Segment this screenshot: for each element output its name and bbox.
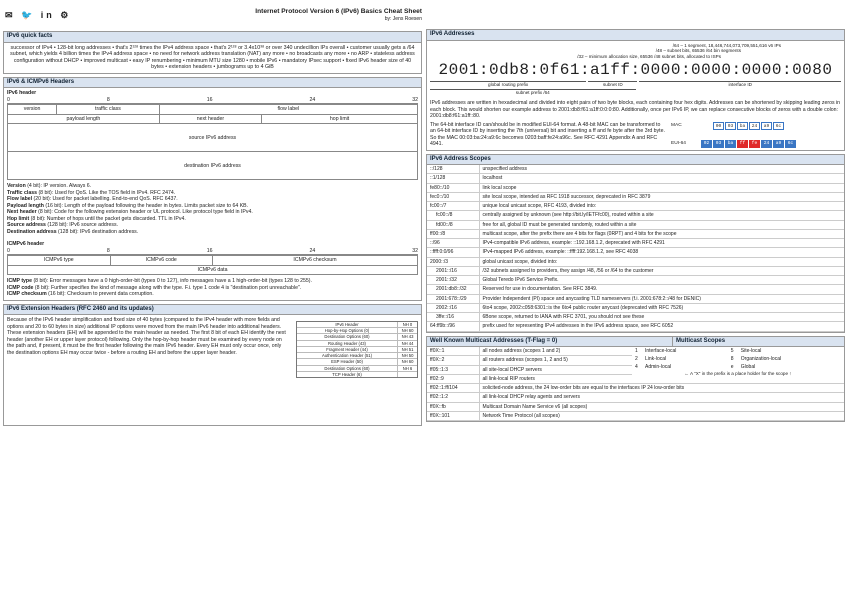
multicast-scopes (632, 347, 844, 377)
quick-facts-text: successor of IPv4 • 128-bit long addresses • that's 2¹²⁸ times the IPv4 address space • that's 2¹²⁸ or 3.4x10³⁸ or over 340 undecillion IPs overall • customer usually gets a /64 subnet, which yields 4 billion times the IPv4 address space • no need for network address translation (NAT) any more • no broadcasts any more • no ARP • stateless address configuration without DHCP • improved multicast • easy IP renumbering • minimum MTU size 1280 • mobile IPv6 • mandatory IPsec support • fixed IPv6 header size of 40 bytes • extension headers • jumbograms up to 4 GiB (10, 44, 415, 71)
field-traffic-class: traffic class (57, 105, 160, 115)
multicast-address: ff05::1:3 (427, 365, 479, 374)
scope-row (427, 294, 844, 303)
multicast-scopes-table (632, 347, 844, 372)
multicast-description: all link-local RIP routers (479, 374, 844, 383)
scope-prefix: fc00::/8 (427, 211, 479, 220)
scope-description: unique local unicast scope, RFC 4193, divided into: (479, 202, 844, 211)
stack-row: Hop-by-Hop Options (0) NH 60 (297, 328, 417, 334)
eui-byte: 03 (713, 140, 724, 148)
multicast-row (427, 411, 844, 420)
stack-row: Destination Options (60) NH 43 (297, 334, 417, 340)
scope-row (427, 313, 844, 322)
section-heading: IPv6 & ICMPv6 Headers (4, 78, 421, 89)
scope-description: Reserved for use in documentation. See RFC 3849. (479, 285, 844, 294)
def-line: Payload length (16 bit): Length of the payload following the header in bytes. Limits packet size to 64 KB. (7, 202, 249, 209)
mac-byte: 24 (749, 122, 760, 130)
scope-cell: 4 (635, 364, 638, 371)
stack-row: Fragment Header (44) NH 51 (297, 347, 417, 353)
bit-label: 24 (309, 247, 316, 254)
scope-cell: Interface-local (645, 347, 677, 354)
scope-row (427, 322, 844, 331)
scope-row (427, 220, 844, 229)
scope-cell: Site-local (740, 347, 762, 354)
scope-description: multicast scope, after the prefix there are 4 bits for flags (0RPT) and 4 bits for the scope (479, 229, 844, 238)
extension-header-stack (296, 321, 418, 378)
scopes-section (426, 154, 845, 333)
field-flow-label: flow label (159, 105, 417, 115)
scope-row (427, 174, 844, 183)
eui-byte: ba (725, 140, 736, 148)
mac-byte: ba (737, 122, 748, 130)
scope-cell: e (730, 364, 734, 371)
def-line: ICMP code (8 bit): Further specifies the kind of message along with the type. F.i. type 1 code 4 is "destination port unreachable". (7, 284, 302, 291)
scope-cell: 8 (730, 355, 734, 362)
field-icmp-checksum: ICMPv6 checksum (213, 256, 418, 266)
label-subnet-prefix: subnet prefix /64 (430, 89, 636, 96)
scope-row (632, 355, 844, 363)
scope-prefix: ::/96 (427, 239, 479, 248)
scopes-table (427, 165, 844, 332)
example-address: 2001:0db8:0f61:a1ff:0000:0000:0000:0080 (438, 60, 833, 79)
def-line: Destination address (128 bit): IPv6 destination address. (7, 228, 139, 235)
eui-byte: fe (749, 140, 760, 148)
scope-description: Provider Independent (PI) space and anycasting TLD nameservers (f.i. 2001:678:2::/48 for DENIC) (479, 294, 844, 303)
right-column (426, 0, 845, 425)
header-definitions (7, 183, 418, 235)
scope-row (427, 165, 844, 174)
multicast-description: all routers address (scopes 1, 2 and 5) (479, 356, 844, 365)
def-line: Flow label (20 bit): Used for packet labelling. End-to-end QoS. RFC 6437. (7, 196, 178, 203)
scope-row (632, 347, 844, 355)
mac-byte: 00 (713, 122, 724, 130)
scope-prefix: fd00::/8 (427, 220, 479, 229)
section-heading: IPv6 Address Scopes (427, 155, 844, 166)
eui-byte: a9 (773, 140, 784, 148)
mac-label: MAC (671, 122, 682, 128)
scope-cell: Global (740, 364, 756, 371)
multicast-address: ff0X::101 (427, 411, 479, 420)
eui64-diagram (671, 122, 796, 148)
scope-prefix: fe80::/10 (427, 183, 479, 192)
scope-note: ← A "X" in the prefix is a place holder for the scope ↑ (684, 371, 792, 377)
left-column (3, 0, 422, 429)
multicast-description: solicited-node address, the 24 low-order bits are equal to the interfaces IP 24 low-order bits (479, 384, 844, 393)
scope-description: prefix used for representing IPv4 addresses in the IPv6 address space, see RFC 6052 (479, 322, 844, 331)
scope-description: 6to4 scope, 2002:c058:6301::is the 6to4 public router anycast (deprecated with RFC 7526) (479, 303, 844, 312)
def-line: Source address (128 bit): IPv6 source address. (7, 222, 119, 229)
scope-row (427, 276, 844, 285)
label-subnet-id: subnet ID (588, 81, 637, 88)
bit-ruler (7, 248, 418, 256)
eui-text: The 64-bit interface ID can/should be in modified EUI-64 format. A 48-bit MAC can be transformed to an 64-bit interface ID by inserting the 7th (universal) bit and inserting a ff and fe byte after the 3rd byte. So the MAC 00:03:ba:24:a9:6c becomes 0203:baff:fe24:a96c. See RFC 4291 Appendix A and RFC 4941. (430, 121, 665, 148)
scope-prefix: 64:ff9b::/96 (427, 322, 479, 331)
scope-prefix: 2001:678::/29 (427, 294, 479, 303)
stack-row: ESP Header (50) NH 60 (297, 359, 417, 365)
scope-cell: Organization-local (740, 355, 782, 362)
multicast-address: ff02::1:ff/104 (427, 384, 479, 393)
multicast-address: ff0X::fb (427, 402, 479, 411)
scope-description: centrally assigned by unknown (see http://bit.ly/IETFfc00), routed within a site (479, 211, 844, 220)
field-icmp-data: ICMPv6 data (8, 265, 418, 275)
eui-byte: 6c (785, 140, 796, 148)
bit-label: 16 (206, 96, 213, 103)
scope-row (427, 285, 844, 294)
scope-row (427, 192, 844, 201)
def-line: ICMP type (8 bit): Error messages have a 0 high-order-bit (types 0 to 127), info messages have a 1 high-order-bit (types 128 to 255). (7, 278, 312, 285)
multicast-address: ff0X::1 (427, 347, 479, 356)
scope-description: localhost (479, 174, 844, 183)
bit-label: 32 (412, 247, 418, 254)
stack-row: TCP Header (6) (297, 372, 417, 377)
scope-prefix: fc00::/7 (427, 202, 479, 211)
scope-row (427, 257, 844, 266)
icmp-header-table (7, 255, 418, 275)
section-heading: Well Known Multicast Addresses (T-Flag = 0) (427, 337, 673, 348)
scope-row (632, 363, 844, 371)
scope-cell: 5 (730, 347, 734, 354)
scope-cell: Link-local (645, 355, 667, 362)
field-source: source IPv6 address (8, 124, 418, 152)
ipv6-header-table (7, 104, 418, 180)
def-line: Next header (8 bit): Code for the following extension header or UL protocol. Like protocol type field in IPv4. (7, 209, 253, 216)
multicast-description: Network Time Protocol (all scopes) (479, 411, 844, 420)
scope-prefix: ::ffff:0:0/96 (427, 248, 479, 257)
def-line: Traffic class (8 bit): Used for QoS. Like the TOS field in IPv4. RFC 2474. (7, 189, 176, 196)
scope-description: free for all, global ID must be generated randomly, routed within a site (479, 220, 844, 229)
prefix-line-48: /48 – subnet bits, 65536 /64 bin segments (655, 48, 741, 54)
address-text: IPv6 addresses are written in hexadecimal and divided into eight pairs of two byte blocks, each containing four hex digits. Addresses can be shortened by skipping leading zeros in each block. This would shorten our example address to 2001:db8:f61:a1ff:0:0:0:80. Additionally, once per IPv6 IP, we can replace consecutive blocks of zeros with a double colon: 2001:db8:f61:a1ff::80. (430, 100, 841, 120)
icmp-definitions (7, 278, 418, 298)
top-bar (3, 0, 422, 31)
addresses-section (426, 29, 845, 151)
eui-byte: 02 (701, 140, 712, 148)
social-icons[interactable]: ✉ 🐦 in ⚙ (5, 10, 72, 20)
field-next-header: next header (159, 114, 262, 124)
bit-label: 0 (7, 247, 10, 254)
label-routing-prefix: global routing prefix (430, 81, 586, 88)
scope-description: site local scope, intended as RFC 1918 successor, deprecated in RFC 3879 (479, 192, 844, 201)
scope-description: /32 subnets assigned to providers, they assign /48, /56 or /64 to the customer (479, 266, 844, 275)
bit-label: 8 (106, 96, 110, 103)
multicast-section (426, 336, 845, 423)
prefix-line-64: /64 – 1 segment, 18,446,744,073,709,551,616 v6 IPs (672, 42, 781, 48)
scope-row (427, 211, 844, 220)
scope-prefix: 2001:db8::/32 (427, 285, 479, 294)
section-heading: IPv6 Extension Headers (RFC 2460 and its updates) (4, 305, 421, 316)
scope-prefix: 2002::/16 (427, 303, 479, 312)
field-payload-length: payload length (8, 114, 160, 124)
scope-prefix: 2001::/32 (427, 276, 479, 285)
scope-description: 6Bone scope, returned to IANA with RFC 3701, you should not see these (479, 313, 844, 322)
section-heading: IPv6 quick facts (4, 32, 421, 43)
field-icmp-code: ICMPv6 code (110, 256, 213, 266)
multicast-description: Multicast Domain Name Service v6 (all scopes) (479, 402, 844, 411)
stack-row: IPv6 Header NH 0 (297, 322, 417, 328)
stack-row: Routing Header (43) NH 44 (297, 341, 417, 347)
field-hop-limit: hop limit (262, 114, 418, 124)
author: by: Jens Roesen (384, 16, 422, 22)
scope-cell: 2 (635, 355, 638, 362)
bit-ruler (7, 97, 418, 105)
eui-byte: ff (737, 140, 748, 148)
prefix-line-32: /32 – minimum allocation size, 65536 /48 subnet bits, allocated to ISPs (577, 53, 721, 59)
bit-label: 8 (106, 247, 110, 254)
scope-cell: 1 (635, 347, 638, 354)
stack-row: Authentication Header (51) NH 50 (297, 353, 417, 359)
headers-section (3, 77, 422, 301)
field-icmp-type: ICMPv6 type (8, 256, 111, 266)
ext-text: Because of the IPv6 header simplification and fixed size of 40 bytes (compared to the IPv4 header with more fields and options and 20 to 60 bytes in size) additional IP options were moved from the main IPv6 header into additional headers. These extension headers (EH) will be appended to the main header as needed. The first 8 bit of each EH identify the next header (another EH or upper layer protocol) following. Only the hop-by-hop header must be examined by every node on the path and, if present, it must be the first header following the main IPv6 header. Every EH must only occur once, only the destination options EH may occur twice - before a routing EH and before the upper layer header. (7, 317, 286, 356)
scope-prefix: ::1/128 (427, 174, 479, 183)
scope-prefix: 3ffe::/16 (427, 313, 479, 322)
icmp-header-title: ICMPv6 header (7, 241, 45, 248)
label-interface-id: interface ID (639, 81, 841, 88)
scope-row (427, 303, 844, 312)
ipv6-header-title: IPv6 header (7, 90, 37, 97)
scope-description: IPv4-mapped IPv6 address, example: ::ffff:192.168.1.2, see RFC 4038 (479, 248, 844, 257)
scope-row (427, 239, 844, 248)
scope-prefix: ff00::/8 (427, 229, 479, 238)
multicast-description: all nodes address (scopes 1 and 2) (479, 347, 844, 356)
scope-prefix: ::/128 (427, 165, 479, 174)
scope-description: IPv4-compatible IPv6 address, example: ::192.168.1.2, deprecated with RFC 4291 (479, 239, 844, 248)
scope-row (427, 248, 844, 257)
section-heading: Multicast Scopes (673, 337, 844, 348)
scope-cell: Admin-local (645, 364, 672, 371)
def-line: Hop limit (8 bit): Number of hops until the packet gets discarded. TTL in IPv4. (7, 215, 186, 222)
extension-headers-section (3, 304, 422, 426)
scope-row (427, 266, 844, 275)
quick-facts-section (3, 31, 422, 74)
bit-label: 16 (206, 247, 213, 254)
scope-description: Global Teredo IPv6 Service Prefix. (479, 276, 844, 285)
bit-label: 32 (412, 96, 418, 103)
def-line: Version (4 bit): IP version. Always 6. (7, 183, 92, 190)
multicast-address: ff02::1:2 (427, 393, 479, 402)
multicast-row (427, 384, 844, 393)
def-line: ICMP checksum (16 bit): Checksum to prevent data corruption. (7, 291, 154, 298)
eui-byte: 24 (761, 140, 772, 148)
bit-label: 0 (7, 96, 10, 103)
mac-byte: a9 (761, 122, 772, 130)
scope-row (427, 202, 844, 211)
multicast-row (427, 402, 844, 411)
page-title: Internet Protocol Version 6 (IPv6) Basics Cheat Sheet (255, 8, 422, 15)
scope-prefix: 2000::/3 (427, 257, 479, 266)
bit-label: 24 (309, 96, 316, 103)
multicast-row (427, 393, 844, 402)
mac-byte: 03 (725, 122, 736, 130)
scope-prefix: fec0::/10 (427, 192, 479, 201)
scope-prefix: 2001::/16 (427, 266, 479, 275)
multicast-address: ff0X::2 (427, 356, 479, 365)
scope-description: unspecified address (479, 165, 844, 174)
eui-label: EUI-64 (671, 140, 686, 146)
multicast-description: all site-local DHCP servers (479, 365, 844, 374)
multicast-description: all link-local DHCP relay agents and servers (479, 393, 844, 402)
stack-row: Destination Options (60) NH 6 (297, 366, 417, 372)
field-version: version (8, 105, 57, 115)
scope-row (427, 183, 844, 192)
section-heading: IPv6 Addresses (427, 30, 844, 41)
multicast-address: ff02::9 (427, 374, 479, 383)
field-destination: destination IPv6 address (8, 152, 418, 180)
scope-description: link local scope (479, 183, 844, 192)
scope-description: global unicast scope, divided into: (479, 257, 844, 266)
mac-byte: 6c (773, 122, 784, 130)
scope-row (427, 229, 844, 238)
